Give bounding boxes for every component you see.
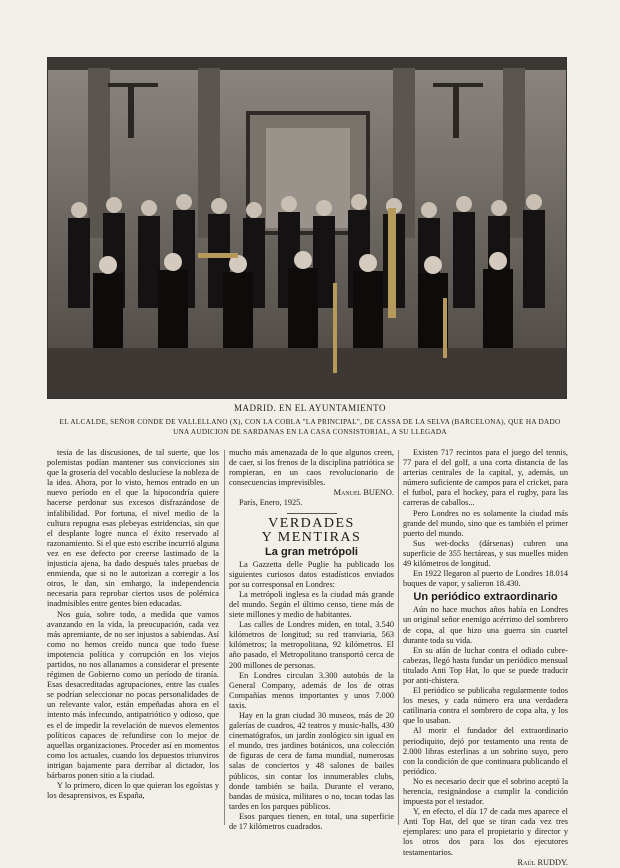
- divider: [287, 513, 337, 514]
- paragraph: mucho más amenazada de lo que algunos creen, de caer, si los frenos de la disciplina patriótica se rompieran, en un caos revolucionario de consecuencias imprevisibles.: [229, 448, 394, 488]
- column-rule: [224, 450, 225, 825]
- paragraph: No es necesario decir que el sobrino aceptó la herencia, resignándose a cumplir la condición impuesta por el testador.: [403, 776, 568, 807]
- paragraph: En su afán de luchar contra el odiado cubre-cabezas, llegó hasta fundar un periódico mensual titulado Anti Top Hat, lo que se puede traducir por anti-chistera.: [403, 645, 568, 685]
- paragraph: Y lo primero, dicen lo que quieran los egoístas y los desaprensivos, es España,: [47, 781, 219, 801]
- author-signature: Manuel BUENO.: [333, 488, 394, 498]
- paragraph: Pero Londres no es solamente la ciudad más grande del mundo, sino que es también el primer puerto del mundo.: [403, 508, 568, 538]
- paragraph: Nos guía, sobre todo, a medida que vamos avanzando en la vida, la preocupación, cada vez más apremiante, de no ser injustos a sabiendas. Así como no hemos creído nunca que todo fuese impotencia política y corrupción en los viejos partidos, no nos allanamos a considerar el presente régimen de Gobierno como un período de tiranía. Esas desacreditadas agrupaciones, entre las cuales se podrían seleccionar no pocas personalidades de un relevante valor, están empeñadas ahora en el intento más infecundo, antipatriótico y odioso, que es el de impedir la revelación de nuevos elementos políticos capaces de refundirse con lo mejor de aquellas organizaciones. Proceder así en momentos como los actuales, cuando los depuestos triunviros intrigan bajamente para derribar al dictador, los bárbaros ponen sitio a la ciudad.: [47, 609, 219, 780]
- dateline: París, Enero, 1925.: [239, 498, 303, 508]
- photo-illustration: [48, 58, 566, 398]
- paragraph: tesia de las discusiones, de tal suerte, que los polemistas podían mantener sus convicciones sin que la grosería del vocablo deslucíese la nobleza de la idea. Ahora, por lo visto, hemos entrado en un nuevo período en el que la hipocondría quiere hacerse perdonar sus excesos disfrazándose de infalibilidad. Por fortuna, el nivel medio de la cultura repugna esas plebeyas estridencias, sin que el desplante logre nunca el éxito reservado al razonamiento. Si el que esto escribe incurrió alguna vez en ese defecto por creerse lastimado de la injusticia ajena, ha dado después tales pruebas de enmienda, que si no le autorizan a corregir a los otros, le dan, sin embargo, la independencia necesaria para reprobar ciertos usos de polémica inadmisibles entre gentes bien educadas.: [47, 448, 219, 609]
- section-heading-line1: VERDADES: [268, 515, 355, 531]
- paragraph: En 1922 llegaron al puerto de Londres 18.014 buques de vapor, y salieron 18.430.: [403, 569, 568, 589]
- paragraph: Al morir el fundador del extraordinario periodiquito, dejó por testamento una renta de 2.000 libras esterlinas a un sobrino suyo, pero con la condición de que continuara publicando el periódico.: [403, 726, 568, 776]
- paragraph: La Gazzetta delle Puglie ha publicado los siguientes curiosos datos estadísticos enviados por su corresponsal en Londres:: [229, 559, 394, 589]
- column-1: [47, 448, 219, 801]
- column-2: [229, 448, 394, 832]
- paragraph: Y, en efecto, el día 17 de cada mes aparece el Anti Top Hat, del que se tiran cada vez tres ejemplares: uno para el propietario y director y los otros dos para los dos ejecutores testamentarios.: [403, 807, 568, 857]
- photo-caption: EL ALCALDE, SEÑOR CONDE DE VALLELLANO (X), CON LA COBLA "LA PRINCIPAL", DE CASSA DE LA SELVA (BARCELONA), QUE HA DADO UNA AUDICION DE SARDANAS EN LA CASA CONSISTORIAL, A SU LLEGADA: [59, 418, 561, 436]
- section-heading-line2: Y MENTIRAS: [261, 529, 362, 545]
- author-signature: Raúl RUDDY.: [517, 857, 568, 867]
- paragraph: En Londres circulan 3.300 autobús de la General Company, además de los de otras Compañías menos importantes y unos 7.000 taxis.: [229, 670, 394, 710]
- paragraph: El periódico se publicaba regularmente todos los meses, y cada número era una verdadera catilinaria contra el sombrero de copa alta, y los que lo usaban.: [403, 686, 568, 726]
- paragraph: La metrópoli inglesa es la ciudad más grande del mundo. Según el último censo, tiene más de siete millones y medio de habitantes.: [229, 589, 394, 620]
- paragraph: Sus wet-docks (dársenas) cubren una superficie de 355 hectáreas, y sus muelles miden 49 kilómetros de longitud.: [403, 538, 568, 569]
- paragraph: Esos parques tienen, en total, una superficie de 17 kilómetros cuadrados.: [229, 811, 394, 831]
- paragraph: Aún no hace muchos años había en Londres un original señor enemigo acérrimo del sombrero de copa, al que hizo una guerra sin cuartel durante toda su vida.: [403, 605, 568, 645]
- paragraph: Las calles de Londres miden, en total, 3.540 kilómetros de longitud; su red tranviaria, 563 kilómetros; la metropolitana, 92 kilómetros. El año pasado, el Metropolitano transportó cerca de 200 millones de personas.: [229, 620, 394, 670]
- column-3: [403, 448, 568, 868]
- paragraph: Hay en la gran ciudad 30 museos, más de 20 galerías de cuadros, 42 teatros y music-halls, 430 cinematógrafos, un jardín zoológico sin igual en el mundo, tres jardines botánicos, una colección de figuras de cera de fama mundial, numerosas salas de conciertos y 48 salones de bailes públicos, sin contar los innumerables clubs, donde también se baila. Durante el verano, bandas de música, militares o no, tocan todas las tardes en los parques públicos.: [229, 710, 394, 811]
- paragraph: Existen 717 recintos para el juego del tennis, 77 para el del golf, a una corta distancia de las arterias centrales de la capital, y, además, un número suficiente de campos para el cricket, para el futbol, para el hockey, para el rugby, para las carreras de caballos...: [403, 448, 568, 508]
- photo-title: MADRID. EN EL AYUNTAMIENTO: [234, 403, 386, 413]
- group-photograph: [47, 57, 567, 399]
- column-rule: [398, 450, 399, 825]
- subheading: La gran metrópoli: [265, 545, 358, 558]
- subheading: Un periódico extraordinario: [413, 591, 558, 604]
